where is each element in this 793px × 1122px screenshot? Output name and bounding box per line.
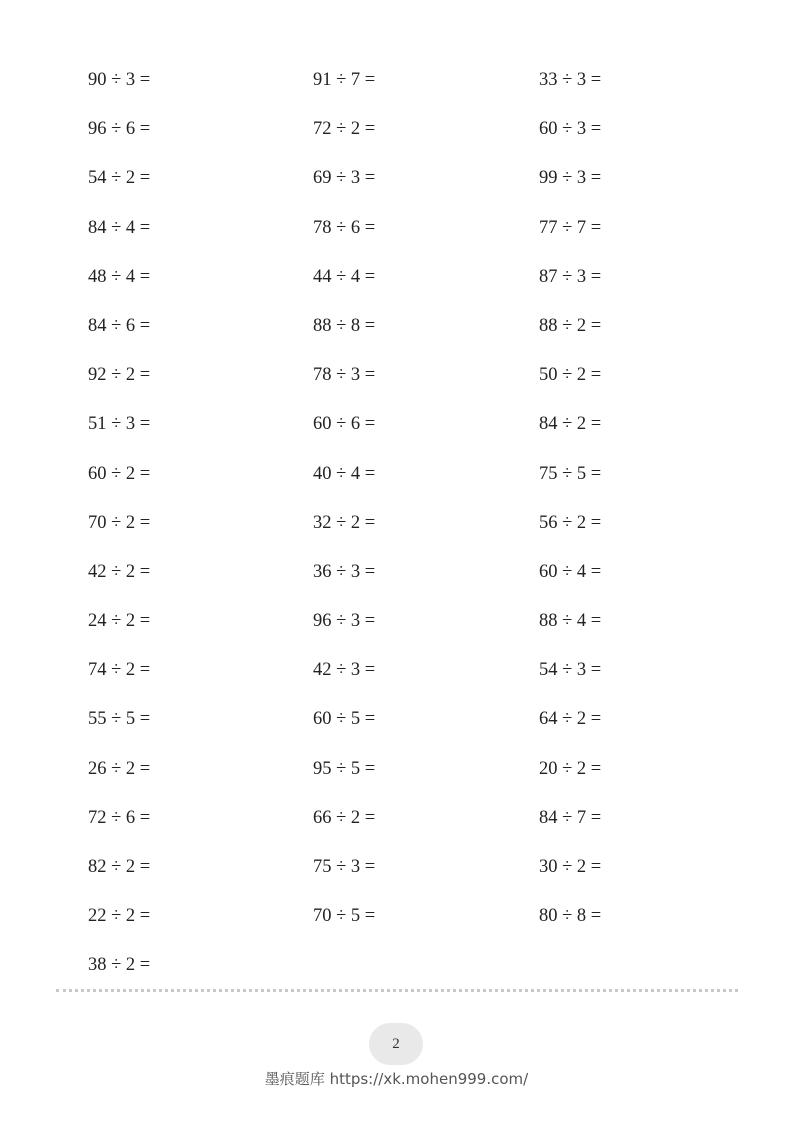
division-problem: 91 ÷ 7 = xyxy=(313,70,376,90)
division-problem: 99 ÷ 3 = xyxy=(539,168,602,189)
division-problem: 60 ÷ 6 = xyxy=(313,414,376,435)
dotted-divider xyxy=(56,989,738,992)
division-problem: 55 ÷ 5 = xyxy=(88,709,151,730)
problem-column-3 xyxy=(539,66,739,951)
division-problem: 82 ÷ 2 = xyxy=(88,857,151,877)
division-problem: 60 ÷ 4 = xyxy=(539,561,602,582)
footer-watermark: 墨痕题库 https://xk.mohen999.com/ xyxy=(264,1070,529,1088)
division-problem: 90 ÷ 3 = xyxy=(88,70,151,90)
division-problem: 66 ÷ 2 = xyxy=(313,807,376,828)
division-problem: 70 ÷ 5 = xyxy=(313,906,376,927)
division-problem: 75 ÷ 5 = xyxy=(539,463,602,484)
division-problem: 70 ÷ 2 = xyxy=(88,512,151,533)
division-problem: 42 ÷ 3 = xyxy=(313,660,376,681)
division-problem: 44 ÷ 4 = xyxy=(313,266,376,287)
division-problem: 32 ÷ 2 = xyxy=(313,512,376,533)
division-problem: 64 ÷ 2 = xyxy=(539,709,602,730)
division-problem: 60 ÷ 2 = xyxy=(88,463,151,484)
division-problem: 84 ÷ 4 = xyxy=(88,217,151,238)
division-problem: 87 ÷ 3 = xyxy=(539,266,602,287)
division-problem: 78 ÷ 6 = xyxy=(313,217,376,238)
division-problem: 38 ÷ 2 = xyxy=(88,955,151,976)
division-problem: 92 ÷ 2 = xyxy=(88,365,151,386)
problem-column-1 xyxy=(88,66,288,1001)
division-problem: 84 ÷ 6 = xyxy=(88,315,151,336)
division-problem: 54 ÷ 3 = xyxy=(539,660,602,681)
division-problem: 50 ÷ 2 = xyxy=(539,365,602,386)
division-problem: 78 ÷ 3 = xyxy=(313,365,376,386)
page-number-badge: 2 xyxy=(369,1023,423,1065)
division-problem: 72 ÷ 6 = xyxy=(88,807,151,828)
division-problem: 84 ÷ 2 = xyxy=(539,414,602,435)
division-problem: 96 ÷ 3 = xyxy=(313,611,376,632)
division-problem: 96 ÷ 6 = xyxy=(88,119,151,140)
division-problem: 74 ÷ 2 = xyxy=(88,660,151,681)
division-problem: 60 ÷ 3 = xyxy=(539,119,602,140)
division-problem: 33 ÷ 3 = xyxy=(539,70,602,90)
division-problem: 40 ÷ 4 = xyxy=(313,463,376,484)
division-problem: 56 ÷ 2 = xyxy=(539,512,602,533)
division-problem: 84 ÷ 7 = xyxy=(539,807,602,828)
division-problem: 48 ÷ 4 = xyxy=(88,266,151,287)
division-problem: 95 ÷ 5 = xyxy=(313,758,376,779)
division-problem: 88 ÷ 4 = xyxy=(539,611,602,632)
division-problem: 88 ÷ 8 = xyxy=(313,315,376,336)
division-problem: 75 ÷ 3 = xyxy=(313,857,376,877)
division-problem: 60 ÷ 5 = xyxy=(313,709,376,730)
division-problem: 77 ÷ 7 = xyxy=(539,217,602,238)
division-problem: 30 ÷ 2 = xyxy=(539,857,602,877)
division-problem: 80 ÷ 8 = xyxy=(539,906,602,927)
division-problem: 36 ÷ 3 = xyxy=(313,561,376,582)
division-problem: 42 ÷ 2 = xyxy=(88,561,151,582)
division-problem: 24 ÷ 2 = xyxy=(88,611,151,632)
division-problem: 69 ÷ 3 = xyxy=(313,168,376,189)
division-problem: 54 ÷ 2 = xyxy=(88,168,151,189)
division-problem: 72 ÷ 2 = xyxy=(313,119,376,140)
problem-column-2 xyxy=(313,66,513,951)
division-problem: 26 ÷ 2 = xyxy=(88,758,151,779)
division-problem: 20 ÷ 2 = xyxy=(539,758,602,779)
division-problem: 51 ÷ 3 = xyxy=(88,414,151,435)
division-problem: 88 ÷ 2 = xyxy=(539,315,602,336)
division-problem: 22 ÷ 2 = xyxy=(88,906,151,927)
